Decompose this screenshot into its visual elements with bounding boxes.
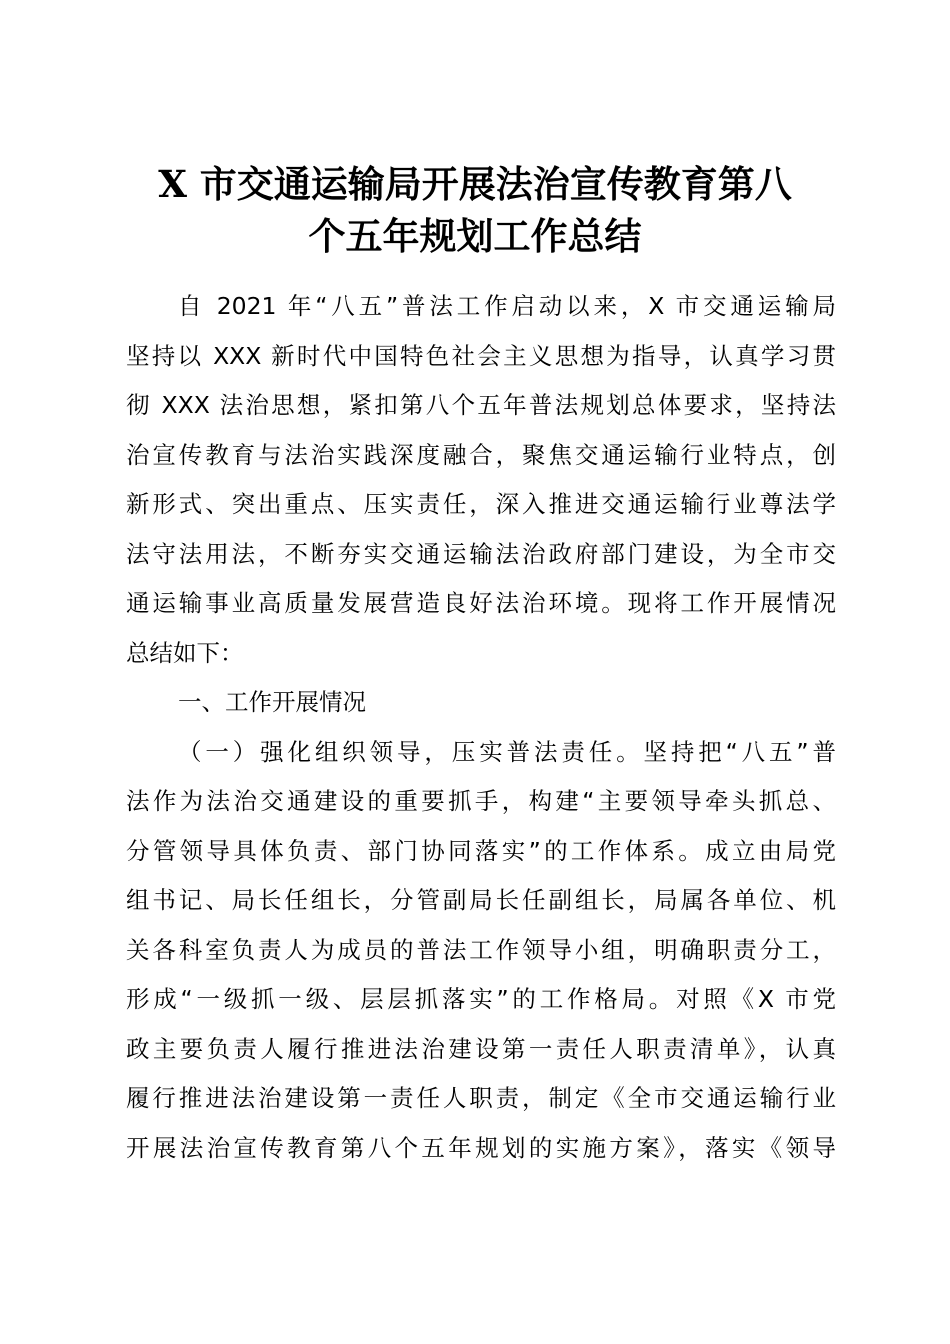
paragraph-line: 政主要负责人履行推进法治建设第一责任人职责清单》，认真 xyxy=(126,1034,836,1063)
paragraph-line: 分管领导具体负责、部门协同落实”的工作体系。成立由局党 xyxy=(126,836,836,865)
paragraph-section-1 xyxy=(126,728,836,1174)
paragraph-line: 新形式、突出重点、压实责任，深入推进交通运输行业尊法学 xyxy=(126,490,836,518)
section-heading xyxy=(126,678,836,728)
title-line: 个五年规划工作总结 xyxy=(308,214,642,258)
title-line: X 市交通运输局开展法治宣传教育第八 xyxy=(158,162,792,206)
paragraph-line: 形成“一级抓一级、层层抓落实”的工作格局。对照《X 市党 xyxy=(126,985,836,1013)
paragraph-line: 法作为法治交通建设的重要抓手，构建“主要领导牵头抓总、 xyxy=(126,787,836,815)
paragraph-line: 通运输事业高质量发展营造良好法治环境。现将工作开展情况 xyxy=(126,589,836,617)
paragraph-line: 关各科室负责人为成员的普法工作领导小组，明确职责分工， xyxy=(126,935,836,964)
paragraph-intro xyxy=(126,282,836,678)
paragraph-line: 组书记、局长任组长，分管副局长任副组长，局属各单位、机 xyxy=(126,886,836,914)
paragraph-line: （一）强化组织领导，压实普法责任。坚持把“八五”普 xyxy=(178,737,836,766)
document-body xyxy=(126,282,836,1173)
paragraph-line: 彻 XXX 法治思想，紧扣第八个五年普法规划总体要求，坚持法 xyxy=(126,391,836,419)
paragraph-line: 治宣传教育与法治实践深度融合，聚焦交通运输行业特点，创 xyxy=(126,440,836,469)
paragraph-line: 履行推进法治建设第一责任人职责，制定《全市交通运输行业 xyxy=(126,1084,836,1112)
paragraph-line: 自 2021 年“八五”普法工作启动以来，X 市交通运输局 xyxy=(178,292,836,320)
paragraph-line: 开展法治宣传教育第八个五年规划的实施方案》，落实《领导 xyxy=(126,1133,836,1162)
paragraph-line: 坚持以 XXX 新时代中国特色社会主义思想为指导，认真学习贯 xyxy=(126,341,836,370)
document-title xyxy=(110,158,840,262)
paragraph-line: 法守法用法，不断夯实交通运输法治政府部门建设，为全市交 xyxy=(126,539,836,568)
section-heading-text: 一、工作开展情况 xyxy=(178,688,366,716)
paragraph-line: 总结如下： xyxy=(126,638,244,667)
